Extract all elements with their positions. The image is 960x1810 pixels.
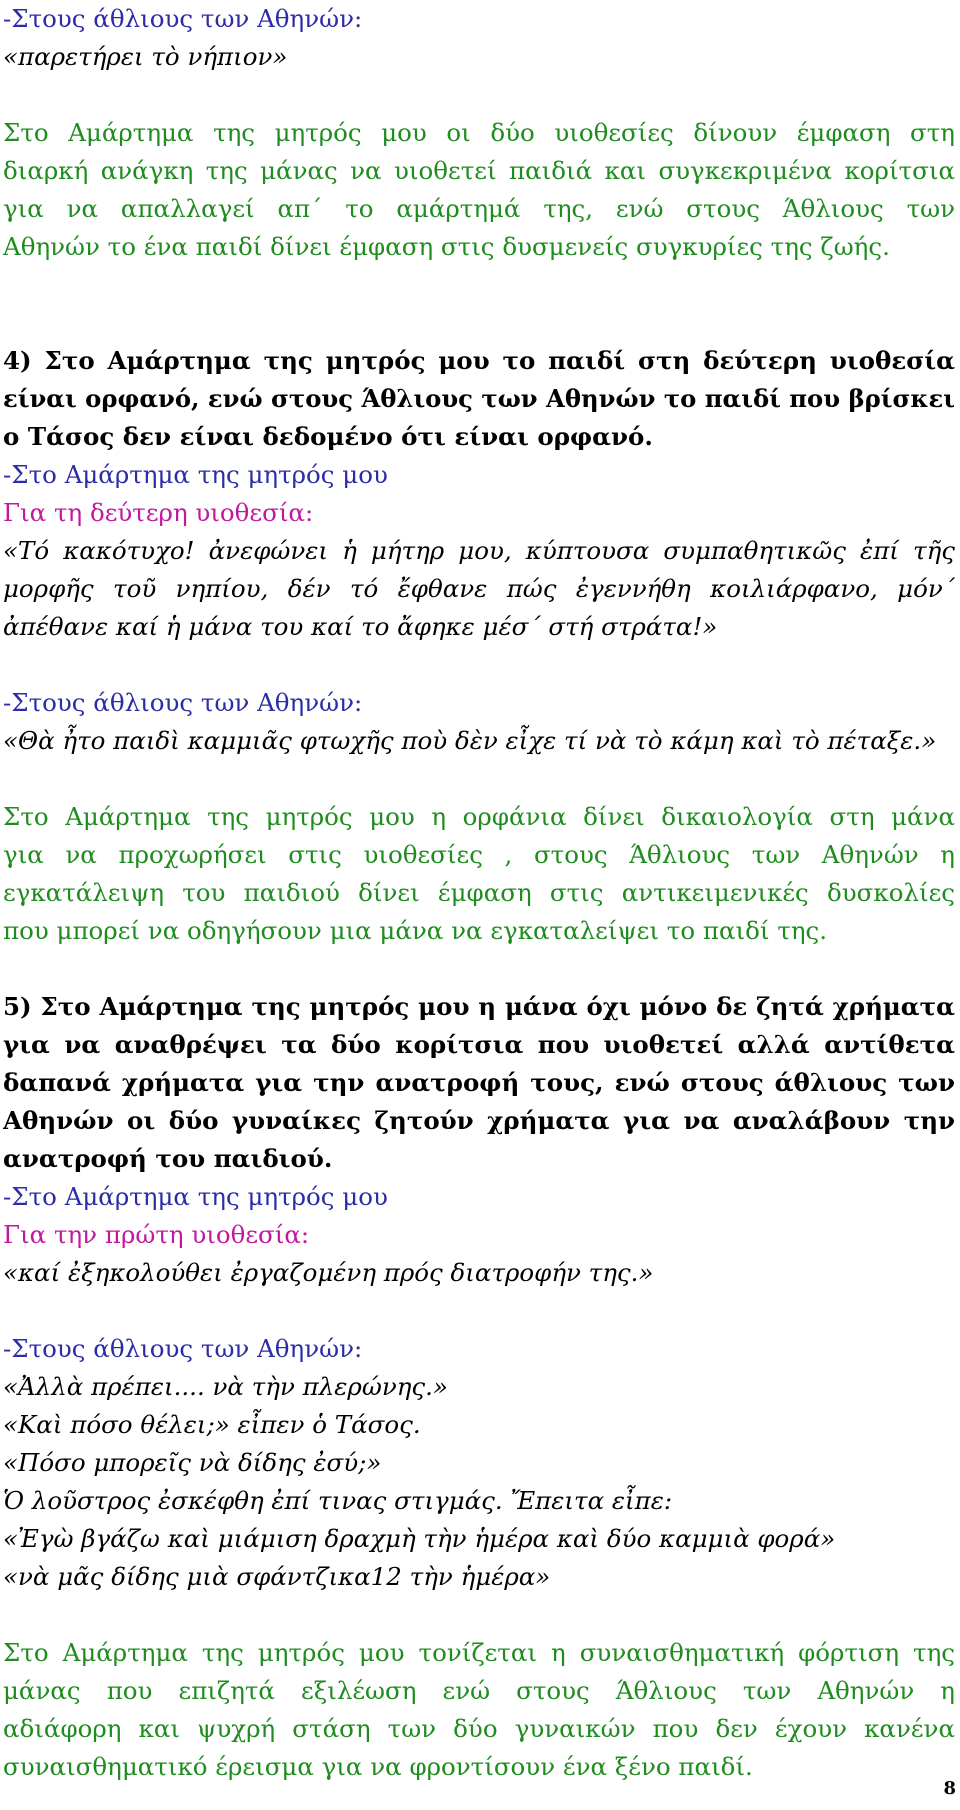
section-5-heading-line: ανατροφή του παιδιού.: [3, 1144, 333, 1173]
commentary-line: που μπορεί να οδηγήσουν μια μάνα να εγκαταλείψει το παιδί της.: [3, 916, 828, 945]
commentary-line: Στο Αμάρτημα της μητρός μου τονίζεται η συναισθηματική φόρτιση της: [3, 1638, 955, 1667]
section-5-heading-line: για να αναθρέψει τα δύο κορίτσια που υιοθετεί αλλά αντίθετα: [3, 1030, 955, 1059]
dialogue-line: «νὰ μᾶς δίδης μιὰ σφάντζικα12 τὴν ἡμέρα»: [3, 1562, 551, 1591]
source-label-amartima: -Στο Αμάρτημα της μητρός μου: [3, 1182, 388, 1211]
dialogue-line: «Ἀλλὰ πρέπει.... νὰ τὴν πλερώνης.»: [3, 1372, 448, 1401]
section-4-heading-line: ο Τάσος δεν είναι δεδομένο ότι είναι ορφανό.: [3, 422, 653, 451]
quote-line: «Τό κακότυχο! ἀνεφώνει ἡ μήτηρ μου, κύπτουσα συμπαθητικῶς ἐπί τῆς: [3, 536, 955, 565]
source-label-amartima: -Στο Αμάρτημα της μητρός μου: [3, 460, 388, 489]
dialogue-line: «Πόσο μπορεῖς νὰ δίδης ἐσύ;»: [3, 1448, 382, 1477]
adoption-sublabel: Για τη δεύτερη υιοθεσία:: [3, 498, 314, 527]
quote-line: μορφῆς τοῦ νηπίου, δέν τό ἔφθανε πώς ἐγεννήθη κοιλιάρφανο, μόν΄: [3, 574, 955, 603]
commentary-line: Στο Αμάρτημα της μητρός μου η ορφάνια δίνει δικαιολογία στη μάνα: [3, 802, 955, 831]
commentary-line: συναισθηματικό έρεισμα για να φροντίσουν ένα ξένο παιδί.: [3, 1752, 753, 1781]
quote-line: ἀπέθανε καί ἡ μάνα του καί το ἄφηκε μέσ΄ στή στράτα!»: [3, 612, 718, 641]
commentary-line: για να προχωρήσει στις υιοθεσίες , στους Άθλιους των Αθηνών η: [3, 840, 955, 869]
section-5-heading-line: Αθηνών οι δύο γυναίκες ζητούν χρήματα για να αναλάβουν την: [3, 1106, 955, 1135]
quote-line: «Θὰ ἦτο παιδὶ καμμιᾶς φτωχῆς ποὺ δὲν εἶχε τί νὰ τὸ κάμη καὶ τὸ πέταξε.»: [3, 726, 937, 755]
quote-line: «καί ἐξηκολούθει ἐργαζομένη πρός διατροφήν της.»: [3, 1258, 654, 1287]
section-5-heading-line: δαπανά χρήματα για την ανατροφή τους, ενώ στους άθλιους των: [3, 1068, 955, 1097]
section-4-heading-line: είναι ορφανό, ενώ στους Άθλιους των Αθηνών το παιδί που βρίσκει: [3, 384, 955, 413]
source-label-athlioi: -Στους άθλιους των Αθηνών:: [3, 688, 363, 717]
page-number: 8: [943, 1778, 956, 1799]
dialogue-line: Ὁ λοῦστρος ἐσκέφθη ἐπί τινας στιγμάς. Ἔπειτα εἶπε:: [3, 1486, 673, 1515]
commentary-line: εγκατάλειψη του παιδιού δίνει έμφαση στις αντικειμενικές δυσκολίες: [3, 878, 955, 907]
section-5-heading-line: 5) Στο Αμάρτημα της μητρός μου η μάνα όχι μόνο δε ζητά χρήματα: [3, 992, 955, 1021]
commentary-line: Αθηνών το ένα παιδί δίνει έμφαση στις δυσμενείς συγκυρίες της ζωής.: [3, 232, 890, 261]
source-label-athlioi: -Στους άθλιους των Αθηνών:: [3, 4, 363, 33]
commentary-line: διαρκή ανάγκη της μάνας να υιοθετεί παιδιά και συγκεκριμένα κορίτσια: [3, 156, 955, 185]
commentary-line: αδιάφορη και ψυχρή στάση των δύο γυναικών που δεν έχουν κανένα: [3, 1714, 955, 1743]
commentary-line: για να απαλλαγεί απ΄ το αμάρτημά της, ενώ στους Άθλιους των: [3, 194, 955, 223]
dialogue-line: «Ἐγὼ βγάζω καὶ μιάμιση δραχμὴ τὴν ἡμέρα καὶ δύο καμμιὰ φορά»: [3, 1524, 836, 1553]
commentary-line: Στο Αμάρτημα της μητρός μου οι δύο υιοθεσίες δίνουν έμφαση στη: [3, 118, 955, 147]
adoption-sublabel: Για την πρώτη υιοθεσία:: [3, 1220, 310, 1249]
quote-line: «παρετήρει τὸ νήπιον»: [3, 42, 288, 71]
dialogue-line: «Καὶ πόσο θέλει;» εἶπεν ὁ Τάσος.: [3, 1410, 421, 1439]
source-label-athlioi: -Στους άθλιους των Αθηνών:: [3, 1334, 363, 1363]
commentary-line: μάνας που επιζητά εξιλέωση ενώ στους Άθλιους των Αθηνών η: [3, 1676, 955, 1705]
section-4-heading-line: 4) Στο Αμάρτημα της μητρός μου το παιδί στη δεύτερη υιοθεσία: [3, 346, 955, 375]
document-page: [3, 0, 955, 1786]
